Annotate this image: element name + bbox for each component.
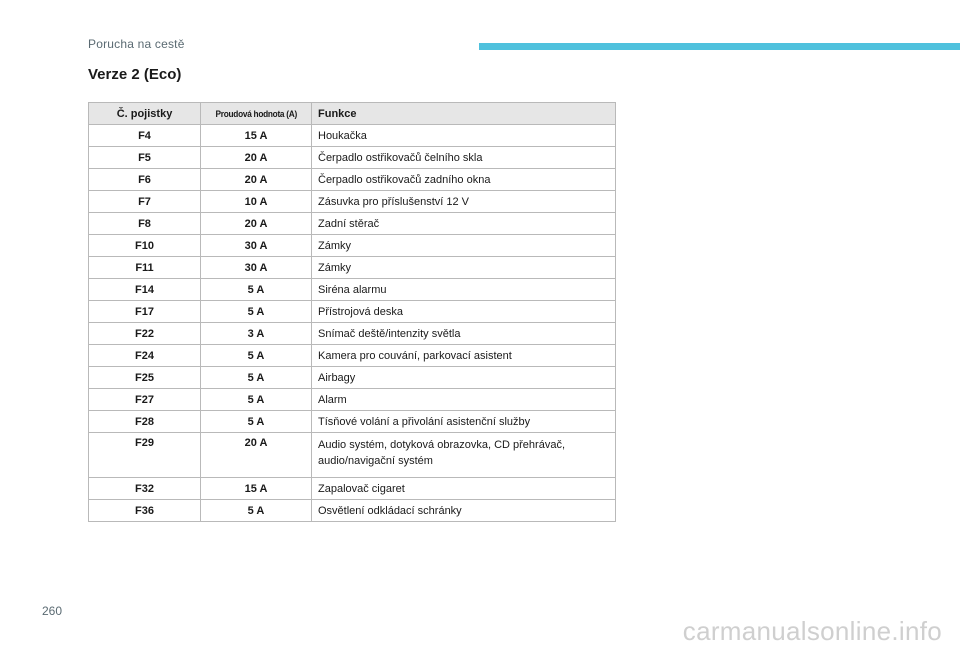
amperage-cell: 30 A (201, 257, 312, 279)
page-number: 260 (42, 604, 63, 618)
table-row (89, 257, 616, 279)
table-row (89, 235, 616, 257)
amperage-cell: 10 A (201, 191, 312, 213)
fuse-number-cell: F10 (89, 235, 201, 257)
amperage-cell: 5 A (201, 500, 312, 522)
function-cell: Zapalovač cigaret (312, 478, 616, 500)
table-header-row (89, 103, 616, 125)
amperage-cell: 5 A (201, 279, 312, 301)
amperage-cell: 20 A (201, 169, 312, 191)
amperage-cell: 5 A (201, 367, 312, 389)
section-title: Verze 2 (Eco) (88, 66, 182, 83)
watermark: carmanualsonline.info (682, 616, 942, 646)
table-row (89, 478, 616, 500)
table-row (89, 345, 616, 367)
amperage-cell: 20 A (201, 147, 312, 169)
fuse-number-cell: F24 (89, 345, 201, 367)
chapter-header: Porucha na cestě (88, 37, 185, 51)
table-row (89, 367, 616, 389)
fuse-number-cell: F27 (89, 389, 201, 411)
fuse-number-cell: F5 (89, 147, 201, 169)
fuse-number-cell: F36 (89, 500, 201, 522)
table-row (89, 169, 616, 191)
fuse-number-cell: F4 (89, 125, 201, 147)
table-row (89, 125, 616, 147)
fuse-number-cell: F28 (89, 411, 201, 433)
fuse-number-cell: F8 (89, 213, 201, 235)
function-cell: Kamera pro couvání, parkovací asistent (312, 345, 616, 367)
fuse-number-cell: F22 (89, 323, 201, 345)
fuse-number-cell: F29 (89, 433, 201, 478)
column-header-amperage (201, 103, 312, 125)
function-cell: Čerpadlo ostřikovačů čelního skla (312, 147, 616, 169)
fuse-number-cell: F6 (89, 169, 201, 191)
header-accent-bar (479, 43, 960, 50)
table-row (89, 500, 616, 522)
amperage-cell: 20 A (201, 433, 312, 478)
column-header-fuse-number: Č. pojistky (89, 103, 201, 125)
fuse-number-cell: F17 (89, 301, 201, 323)
function-cell: Siréna alarmu (312, 279, 616, 301)
function-cell: Přístrojová deska (312, 301, 616, 323)
function-cell: Airbagy (312, 367, 616, 389)
fuse-number-cell: F25 (89, 367, 201, 389)
amperage-cell: 5 A (201, 411, 312, 433)
function-cell: Audio systém, dotyková obrazovka, CD přehrávač, audio/navigační systém (312, 433, 616, 478)
amperage-cell: 5 A (201, 301, 312, 323)
table-row (89, 279, 616, 301)
amperage-cell: 15 A (201, 125, 312, 147)
function-cell: Houkačka (312, 125, 616, 147)
amperage-cell: 20 A (201, 213, 312, 235)
amperage-cell: 30 A (201, 235, 312, 257)
fuse-number-cell: F11 (89, 257, 201, 279)
table-row (89, 323, 616, 345)
fuse-table (88, 102, 616, 522)
table-row (89, 433, 616, 478)
fuse-number-cell: F7 (89, 191, 201, 213)
amperage-cell: 3 A (201, 323, 312, 345)
column-header-amperage-label: Proudová hodnota (A) (215, 108, 297, 119)
table-row (89, 213, 616, 235)
function-cell: Čerpadlo ostřikovačů zadního okna (312, 169, 616, 191)
fuse-number-cell: F32 (89, 478, 201, 500)
table-row (89, 389, 616, 411)
table-row (89, 411, 616, 433)
table-row (89, 301, 616, 323)
function-cell: Zámky (312, 235, 616, 257)
amperage-cell: 5 A (201, 345, 312, 367)
table-row (89, 147, 616, 169)
function-cell: Osvětlení odkládací schránky (312, 500, 616, 522)
function-cell: Snímač deště/intenzity světla (312, 323, 616, 345)
amperage-cell: 15 A (201, 478, 312, 500)
fuse-number-cell: F14 (89, 279, 201, 301)
amperage-cell: 5 A (201, 389, 312, 411)
table-row (89, 191, 616, 213)
column-header-function: Funkce (312, 103, 616, 125)
function-cell: Tísňové volání a přivolání asistenční služby (312, 411, 616, 433)
function-cell: Zámky (312, 257, 616, 279)
function-cell: Zadní stěrač (312, 213, 616, 235)
function-cell: Alarm (312, 389, 616, 411)
function-cell: Zásuvka pro příslušenství 12 V (312, 191, 616, 213)
